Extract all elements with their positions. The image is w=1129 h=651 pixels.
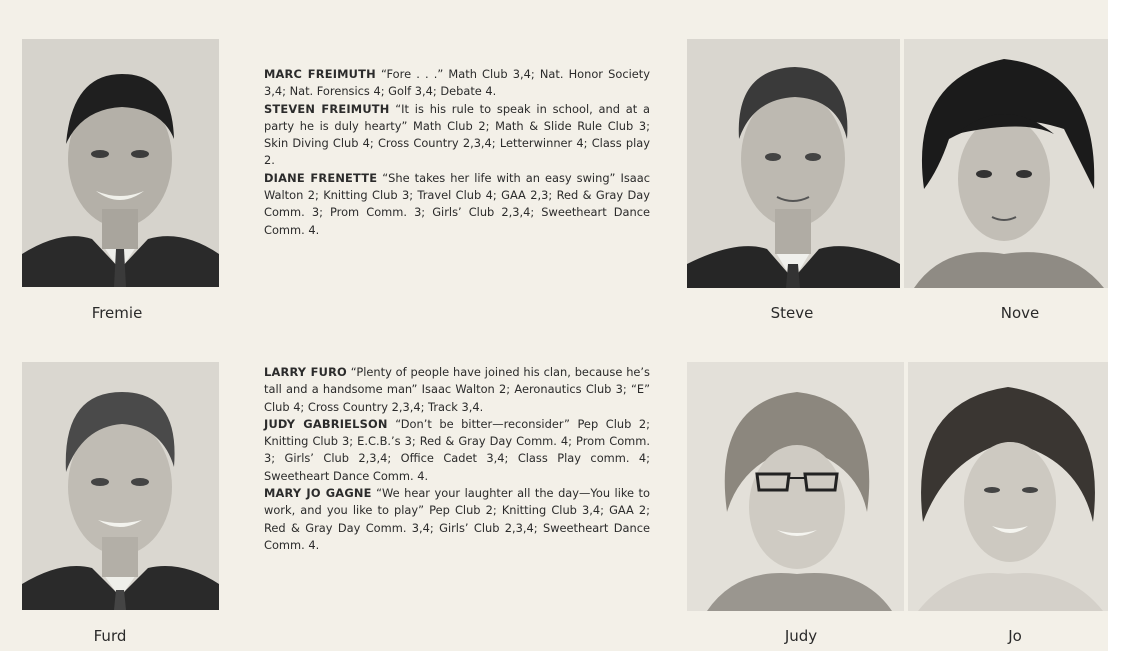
bio-entry: [264, 485, 650, 554]
bio-entry: [264, 416, 650, 485]
senior-name: MARC FREIMUTH: [264, 67, 376, 81]
bio-text: “It is his rule to speak in school, and at a party he is duly hearty” Math Club 2; Math & Slide Rule Club 3; Skin Diving Club 4; Cross Country 2,3,4; Letterwinner 4; Class play 2.: [264, 101, 650, 168]
portrait-photo-nove: [904, 39, 1108, 288]
caption-steve: Steve: [770, 304, 814, 322]
caption-furd: Furd: [93, 627, 127, 645]
bio-block-bottom: [264, 364, 650, 554]
caption-fremie: Fremie: [91, 304, 143, 322]
senior-name: DIANE FRENETTE: [264, 170, 378, 185]
senior-name: MARY JO GAGNE: [264, 486, 372, 501]
bio-block-top: [264, 66, 650, 239]
bio-entry: [264, 66, 650, 101]
senior-name: STEVEN FREIMUTH: [264, 101, 390, 116]
portrait-photo-jo: [908, 362, 1108, 611]
senior-name: LARRY FURO: [264, 365, 347, 379]
bio-entry: [264, 170, 650, 239]
senior-name: JUDY GABRIELSON: [264, 416, 388, 431]
bio-text: “She takes her life with an easy swing” Isaac Walton 2; Knitting Club 3; Travel Club 4; GAA 2,3; Red & Gray Day Comm. 3; Prom Comm. 3; Girls’ Club 2,3,4; Sweetheart Dance Comm. 4.: [264, 170, 650, 237]
bio-text: “Don’t be bitter—reconsider” Pep Club 2; Knitting Club 3; E.C.B.’s 3; Red & Gray Day Comm. 4; Prom Comm. 3; Girls’ Club 2,3,4; Office Cadet 3,4; Class Play comm. 4; Sweetheart Dance Comm. 4.: [264, 416, 650, 483]
caption-judy: Judy: [784, 627, 818, 645]
bio-entry: [264, 364, 650, 416]
page-edge: [1108, 0, 1129, 651]
bio-entry: [264, 101, 650, 170]
caption-jo: Jo: [1008, 627, 1022, 645]
portrait-photo-furd: [22, 362, 219, 610]
caption-nove: Nove: [1000, 304, 1040, 322]
portrait-photo-steve: [687, 39, 900, 288]
bio-text: “Fore . . .” Math Club 3,4; Nat. Honor Society 3,4; Nat. Forensics 4; Golf 3,4; Debate 4.: [264, 67, 650, 99]
portrait-photo-fremie: [22, 39, 219, 287]
bio-text: “We hear your laughter all the day—You like to work, and you like to play” Pep Club 2; Knitting Club 3,4; GAA 2; Red & Gray Day Comm. 3,4; Girls’ Club 2,3,4; Sweetheart Dance Comm. 4.: [264, 486, 650, 552]
portrait-photo-judy: [687, 362, 904, 611]
bio-text: “Plenty of people have joined his clan, because he’s tall and a handsome man” Isaac Walton 2; Aeronautics Club 3; “E” Club 4; Cross Country 2,3,4; Track 3,4.: [264, 365, 650, 414]
